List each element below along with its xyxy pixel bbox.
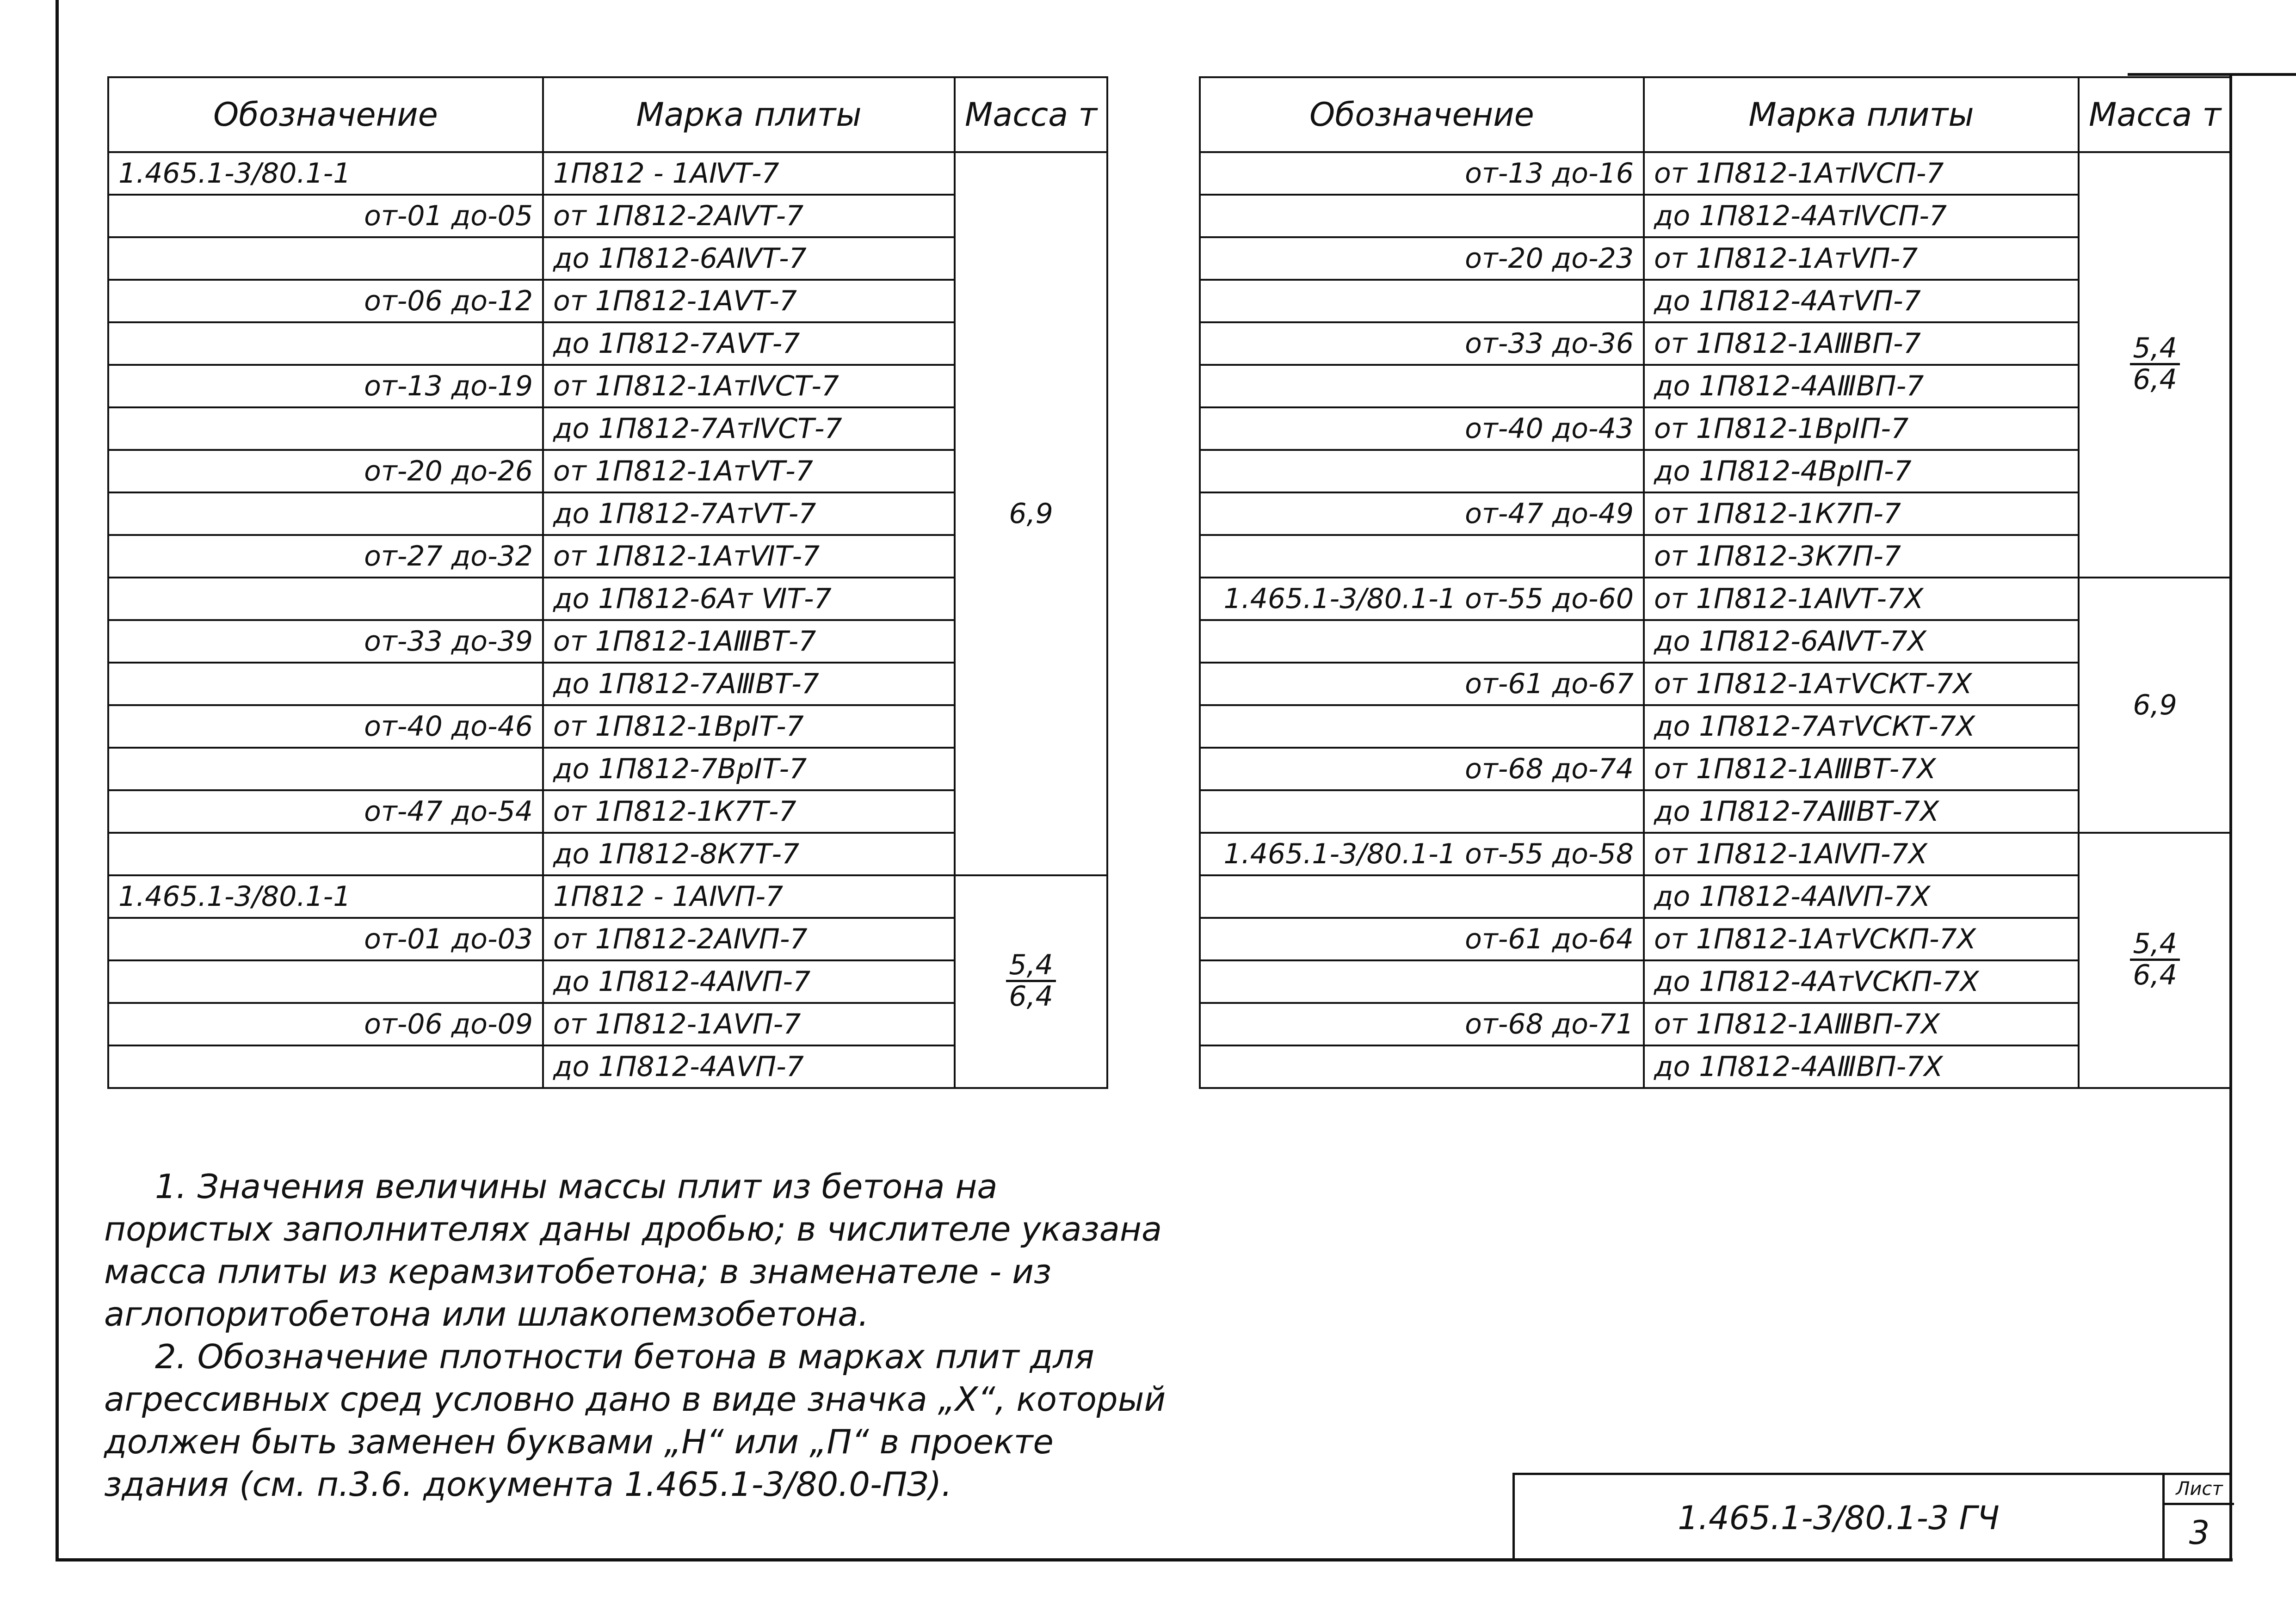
mass-fraction [1006, 951, 1055, 1011]
brand-cell: до 1П812-4АⅢВП-7Х [1644, 1045, 2079, 1088]
brand-cell: до 1П812-7АтⅣСТ-7 [543, 407, 955, 450]
table-row [1200, 280, 2231, 322]
table-row [1200, 450, 2231, 492]
header-brand: Марка плиты [1644, 77, 2079, 152]
designation-cell: 1.465.1-3/80.1-1 [108, 875, 543, 918]
table-row [1200, 748, 2231, 790]
table-row [1200, 1045, 2231, 1088]
designation-cell: от-33 до-39 [108, 620, 543, 663]
designation-cell [1200, 280, 1644, 322]
brand-cell: до 1П812-4АⅣП-7Х [1644, 875, 2079, 918]
brand-cell: от 1П812-1К7П-7 [1644, 492, 2079, 535]
table-row [1200, 535, 2231, 578]
sheet-cell [2162, 1475, 2234, 1561]
designation-cell: от-06 до-09 [108, 1003, 543, 1045]
designation-cell [1200, 450, 1644, 492]
brand-cell: до 1П812-4АтⅣСП-7 [1644, 195, 2079, 237]
brand-cell: от 1П812-1АтⅤП-7 [1644, 237, 2079, 280]
designation-cell: от-47 до-54 [108, 790, 543, 833]
brand-cell: от 1П812-1АⅣТ-7Х [1644, 578, 2079, 620]
designation-cell: 1.465.1-3/80.1-1 [108, 152, 543, 195]
mass-numerator: 5,4 [2130, 334, 2179, 365]
brand-cell: от 1П812-1ВрⅠТ-7 [543, 705, 955, 748]
table-row [1200, 790, 2231, 833]
table-row [1200, 407, 2231, 450]
notes-block [104, 1165, 1168, 1506]
title-block [1512, 1473, 2232, 1561]
header-row [1200, 77, 2231, 152]
designation-cell [1200, 365, 1644, 407]
designation-cell [108, 322, 543, 365]
header-brand: Марка плиты [543, 77, 955, 152]
left-specification-table [107, 76, 1108, 1089]
mass-cell [2079, 152, 2231, 578]
table-row [1200, 1003, 2231, 1045]
brand-cell: до 1П812-7АⅢВТ-7 [543, 663, 955, 705]
mass-denominator: 6,4 [2133, 959, 2177, 991]
designation-cell: от-20 до-26 [108, 450, 543, 492]
designation-cell [1200, 960, 1644, 1003]
table-row [1200, 875, 2231, 918]
table-row [1200, 578, 2231, 620]
designation-cell: от-01 до-05 [108, 195, 543, 237]
mass-numerator: 5,4 [2130, 929, 2179, 961]
brand-cell: до 1П812-6Ат ⅥТ-7 [543, 578, 955, 620]
header-mass: Масса т [2079, 77, 2231, 152]
mass-fraction [2130, 929, 2179, 990]
table-row [1200, 833, 2231, 875]
table-row [1200, 960, 2231, 1003]
designation-cell [108, 960, 543, 1003]
designation-cell [1200, 790, 1644, 833]
brand-cell: до 1П812-4АⅢВП-7 [1644, 365, 2079, 407]
table-row [108, 152, 1107, 195]
mass-cell [955, 875, 1107, 1088]
brand-cell: от 1П812-1К7Т-7 [543, 790, 955, 833]
designation-cell [1200, 535, 1644, 578]
brand-cell: от 1П812-3К7П-7 [1644, 535, 2079, 578]
brand-cell: от 1П812-1АⅢВП-7 [1644, 322, 2079, 365]
designation-cell [108, 492, 543, 535]
header-mass: Масса т [955, 77, 1107, 152]
designation-cell: 1.465.1-3/80.1-1 от-55 до-58 [1200, 833, 1644, 875]
brand-cell: до 1П812-6АⅣТ-7Х [1644, 620, 2079, 663]
designation-cell: от-40 до-43 [1200, 407, 1644, 450]
brand-cell: от 1П812-1АтⅣСТ-7 [543, 365, 955, 407]
designation-cell: от-33 до-36 [1200, 322, 1644, 365]
designation-cell [108, 833, 543, 875]
designation-cell: от-06 до-12 [108, 280, 543, 322]
designation-cell [1200, 705, 1644, 748]
brand-cell: до 1П812-8К7Т-7 [543, 833, 955, 875]
header-designation: Обозначение [1200, 77, 1644, 152]
designation-cell [1200, 620, 1644, 663]
table-row [108, 875, 1107, 918]
brand-cell: до 1П812-7ВрⅠТ-7 [543, 748, 955, 790]
designation-cell: от-13 до-16 [1200, 152, 1644, 195]
top-right-rule [2128, 73, 2296, 76]
table-row [1200, 152, 2231, 195]
table-row [1200, 322, 2231, 365]
brand-cell: до 1П812-4ВрⅠП-7 [1644, 450, 2079, 492]
brand-cell: от 1П812-1АⅢВТ-7 [543, 620, 955, 663]
designation-cell [108, 237, 543, 280]
brand-cell: от 1П812-1АтⅤСКТ-7Х [1644, 663, 2079, 705]
designation-cell [1200, 875, 1644, 918]
right-specification-table [1199, 76, 2232, 1089]
brand-cell: до 1П812-7АтⅤТ-7 [543, 492, 955, 535]
designation-cell: от-68 до-71 [1200, 1003, 1644, 1045]
table-row [1200, 663, 2231, 705]
brand-cell: от 1П812-1АⅢВТ-7Х [1644, 748, 2079, 790]
mass-numerator: 5,4 [1006, 951, 1055, 982]
designation-cell [108, 748, 543, 790]
brand-cell: 1П812 - 1АⅣТ-7 [543, 152, 955, 195]
brand-cell: до 1П812-4АⅤП-7 [543, 1045, 955, 1088]
brand-cell: от 1П812-1АтⅤТ-7 [543, 450, 955, 492]
sheet-label: Лист [2165, 1475, 2234, 1505]
designation-cell [108, 407, 543, 450]
brand-cell: от 1П812-1АⅣП-7Х [1644, 833, 2079, 875]
brand-cell: до 1П812-7АⅤТ-7 [543, 322, 955, 365]
brand-cell: до 1П812-6АⅣТ-7 [543, 237, 955, 280]
brand-cell: до 1П812-4АтⅤСКП-7Х [1644, 960, 2079, 1003]
table-row [1200, 237, 2231, 280]
header-row [108, 77, 1107, 152]
brand-cell: от 1П812-1АтⅥТ-7 [543, 535, 955, 578]
designation-cell [108, 1045, 543, 1088]
mass-cell [2079, 578, 2231, 833]
table-row [1200, 365, 2231, 407]
table-row [1200, 918, 2231, 960]
table-row [1200, 195, 2231, 237]
designation-cell: от-40 до-46 [108, 705, 543, 748]
brand-cell: от 1П812-1АⅢВП-7Х [1644, 1003, 2079, 1045]
mass-denominator: 6,4 [1009, 980, 1053, 1013]
designation-cell [108, 578, 543, 620]
document-code: 1.465.1-3/80.1-3 ГЧ [1678, 1499, 2000, 1537]
note-2: 2. Обозначение плотности бетона в марках плит для агрессивных сред условно дано в виде значка „Х“, который должен быть заменен буквами „Н“ или „П“ в проекте здания (см. п.3.6. документа 1.465.1-3/80.0-ПЗ). [104, 1337, 1166, 1504]
mass-fraction [2130, 334, 2179, 394]
brand-cell: от 1П812-1АтⅤСКП-7Х [1644, 918, 2079, 960]
designation-cell: от-68 до-74 [1200, 748, 1644, 790]
brand-cell: от 1П812-2АⅣТ-7 [543, 195, 955, 237]
sheet-number: 3 [2189, 1514, 2210, 1552]
brand-cell: от 1П812-1АⅤТ-7 [543, 280, 955, 322]
designation-cell: от-61 до-64 [1200, 918, 1644, 960]
brand-cell: от 1П812-1ВрⅠП-7 [1644, 407, 2079, 450]
header-designation: Обозначение [108, 77, 543, 152]
designation-cell: от-01 до-03 [108, 918, 543, 960]
mass-cell [2079, 833, 2231, 1088]
table-row [1200, 620, 2231, 663]
brand-cell: от 1П812-1АⅤП-7 [543, 1003, 955, 1045]
designation-cell: от-13 до-19 [108, 365, 543, 407]
table-row [1200, 492, 2231, 535]
brand-cell: до 1П812-4АⅣП-7 [543, 960, 955, 1003]
designation-cell: от-20 до-23 [1200, 237, 1644, 280]
designation-cell [108, 663, 543, 705]
mass-cell [955, 152, 1107, 875]
brand-cell: до 1П812-7АⅢВТ-7Х [1644, 790, 2079, 833]
note-1: 1. Значения величины массы плит из бетона на пористых заполнителях даны дробью; в числителе указана масса плиты из керамзитобетона; в знаменателе - из аглопоритобетона или шлакопемзобетона. [104, 1167, 1162, 1334]
designation-cell [1200, 1045, 1644, 1088]
brand-cell: до 1П812-7АтⅤСКТ-7Х [1644, 705, 2079, 748]
designation-cell: от-47 до-49 [1200, 492, 1644, 535]
brand-cell: от 1П812-1АтⅣСП-7 [1644, 152, 2079, 195]
designation-cell [1200, 195, 1644, 237]
brand-cell: 1П812 - 1АⅣП-7 [543, 875, 955, 918]
designation-cell: 1.465.1-3/80.1-1 от-55 до-60 [1200, 578, 1644, 620]
mass-value: 6,9 [1009, 498, 1053, 530]
brand-cell: до 1П812-4АтⅤП-7 [1644, 280, 2079, 322]
brand-cell: от 1П812-2АⅣП-7 [543, 918, 955, 960]
mass-denominator: 6,4 [2133, 363, 2177, 396]
designation-cell: от-61 до-67 [1200, 663, 1644, 705]
designation-cell: от-27 до-32 [108, 535, 543, 578]
mass-value: 6,9 [2133, 689, 2177, 721]
table-row [1200, 705, 2231, 748]
